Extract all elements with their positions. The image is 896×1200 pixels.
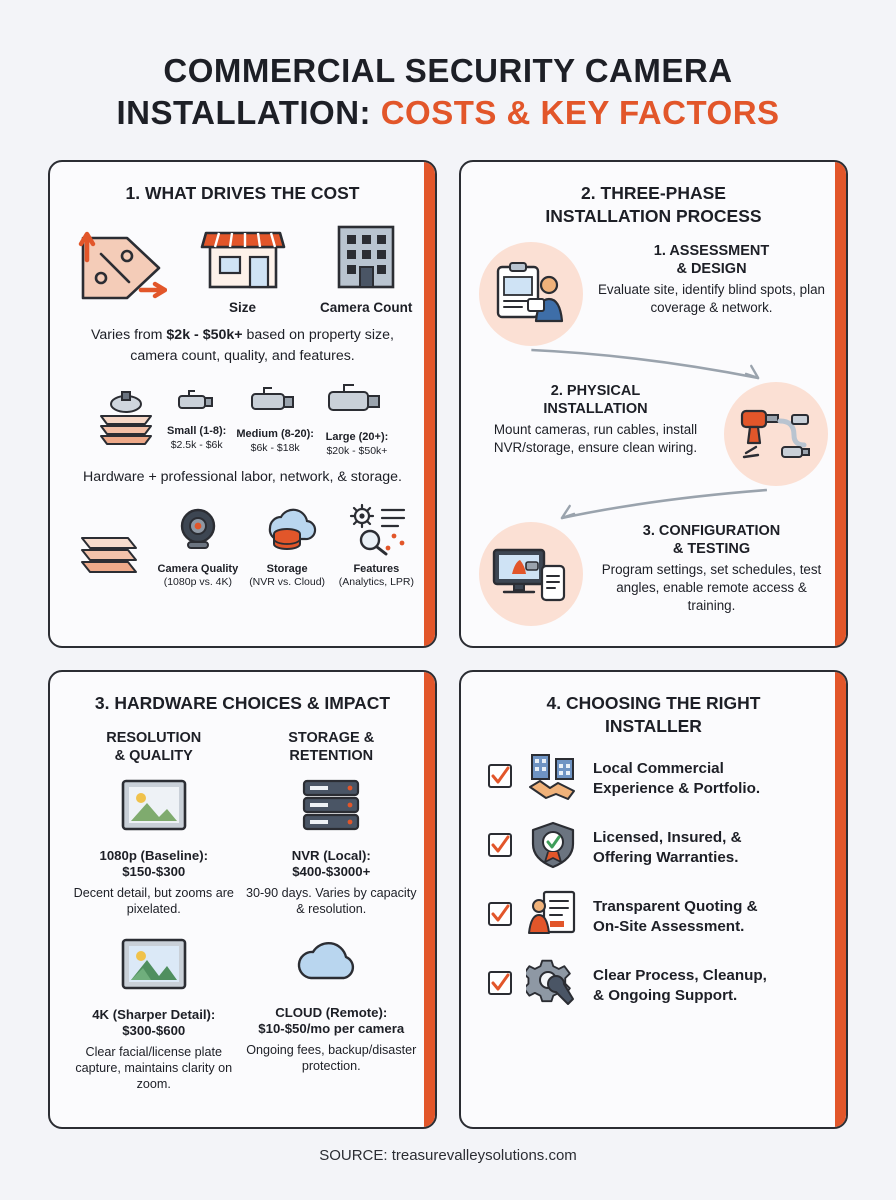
cloud-icon	[293, 934, 369, 992]
card1-tier-3-label: Large (20+):	[325, 431, 389, 444]
installer-criterion-licensed-insured	[487, 820, 824, 875]
analytics-gear-icon	[342, 502, 410, 556]
arrow-down-right-icon	[479, 348, 828, 382]
storefront-icon	[198, 221, 288, 293]
card1-cost-note	[74, 325, 411, 366]
arrow-1-to-2	[479, 348, 828, 382]
title-line-2-plain: INSTALLATION:	[116, 94, 381, 132]
card3-column-resolution	[68, 729, 240, 1109]
card3-item-nvr-desc: 30-90 days. Varies by capacity & resolution.	[245, 885, 417, 917]
installer-criterion-1-line-2: Experience & Portfolio.	[593, 779, 761, 797]
phase-physical-installation	[479, 382, 828, 486]
card2-title-line-2: INSTALLATION PROCESS	[545, 206, 762, 227]
card3-item-nvr	[246, 775, 418, 918]
arrow-2-to-3	[479, 488, 828, 522]
source-credit: SOURCE: treasurevalleysolutions.com	[319, 1146, 577, 1164]
phase-2-icon-circle	[724, 382, 828, 486]
installer-criterion-clear-process	[487, 958, 824, 1013]
card1-note-range: $2k - $50k+	[166, 327, 243, 344]
card-choosing-the-right-installer	[459, 670, 848, 1129]
phase-1-icon-circle	[479, 242, 583, 346]
card1-feature-2-label: Storage	[266, 562, 308, 575]
card-hardware-choices-impact	[48, 670, 437, 1129]
card1-note-suffix: based on property size, camera count, quality, and features.	[130, 327, 394, 364]
card1-tier-medium	[236, 383, 314, 454]
card2-title	[479, 182, 828, 228]
card1-feature-3-label: Features	[353, 562, 400, 575]
installer-criterion-1-line-1: Local Commercial	[593, 760, 724, 778]
phase-1-text	[595, 242, 828, 317]
installer-criterion-4-line-1: Clear Process, Cleanup,	[593, 967, 767, 985]
installer-criterion-2-text	[593, 828, 742, 868]
phase-2-heading	[479, 382, 712, 418]
card4-title	[479, 692, 828, 738]
card3-item-nvr-name	[246, 848, 418, 881]
card2-title-line-1: 2. THREE-PHASE	[581, 183, 726, 204]
checkbox-checked-icon	[487, 970, 513, 996]
card1-tier-stack	[95, 384, 157, 453]
card4-title-line-1: 4. CHOOSING THE RIGHT	[546, 692, 761, 713]
card3-item-4k-name-line-2: $300-$600	[122, 1023, 186, 1039]
phase-assessment-design	[479, 242, 828, 346]
medium-camera-icon	[246, 383, 304, 423]
card1-icon-size-label: Size	[229, 300, 257, 316]
phase-3-heading-line-2: & TESTING	[672, 541, 751, 558]
cloud-database-icon	[256, 502, 318, 556]
card-three-phase-installation-process	[459, 160, 848, 648]
card3-item-1080p	[68, 775, 240, 918]
card1-feature-2-sub: (NVR vs. Cloud)	[249, 575, 326, 588]
checkbox-checked-icon	[487, 832, 513, 858]
phase-3-heading-line-1: 3. CONFIGURATION	[642, 522, 781, 539]
large-camera-icon	[324, 380, 390, 426]
page-title	[48, 50, 848, 134]
layers-icon	[74, 522, 144, 582]
phase-3-icon-circle	[479, 522, 583, 626]
card1-feature-row	[68, 502, 417, 589]
card1-tier-1-label: Small (1-8):	[167, 425, 227, 438]
installer-criterion-4-text	[593, 966, 767, 1006]
monitor-config-icon	[490, 540, 572, 608]
card3-item-1080p-name	[68, 848, 240, 881]
phase-3-text	[595, 522, 828, 616]
checkbox-2[interactable]	[487, 832, 513, 863]
checkbox-checked-icon	[487, 763, 513, 789]
clipboard-planner-icon	[492, 259, 570, 329]
card1-icon-size	[192, 221, 294, 315]
card3-item-4k	[68, 934, 240, 1093]
office-building-icon	[323, 219, 409, 293]
cards-grid	[48, 160, 848, 1128]
card4-title-line-2: INSTALLER	[605, 715, 702, 736]
card3-col-2-heading	[246, 729, 418, 765]
shield-badge-icon	[526, 820, 580, 875]
small-camera-icon	[173, 386, 221, 420]
phase-3-body: Program settings, set schedules, test angles, enable remote access & training.	[601, 562, 822, 614]
card3-item-4k-name-line-1: 4K (Sharper Detail):	[92, 1006, 216, 1022]
card1-feature-camera-quality	[157, 504, 238, 589]
card1-icon-camera-count-label: Camera Count	[320, 300, 413, 316]
card1-icon-price-tag	[68, 230, 170, 315]
phase-configuration-testing	[479, 522, 828, 626]
card1-tier-large	[324, 380, 390, 457]
webcam-icon	[170, 504, 226, 556]
high-res-photo-icon	[117, 934, 191, 994]
card1-title: 1. WHAT DRIVES THE COST	[125, 183, 360, 204]
drill-tools-icon	[736, 399, 816, 469]
low-res-photo-icon	[117, 775, 191, 835]
phase-1-body: Evaluate site, identify blind spots, plan coverage & network.	[597, 282, 826, 316]
card1-subnote: Hardware + professional labor, network, & storage.	[83, 469, 402, 486]
checkbox-3[interactable]	[487, 901, 513, 932]
card1-feature-1-label: Camera Quality	[157, 562, 239, 575]
installer-criterion-2-line-1: Licensed, Insured, &	[593, 829, 742, 847]
card1-tier-2-label: Medium (8-20):	[236, 428, 314, 441]
checkbox-1[interactable]	[487, 763, 513, 794]
card3-col-1-heading-line-1: RESOLUTION	[106, 729, 202, 746]
installer-criterion-local-experience	[487, 751, 824, 806]
phase-1-heading-line-2: & DESIGN	[676, 261, 747, 278]
installer-criterion-transparent-quoting	[487, 889, 824, 944]
camera-stack-icon	[95, 384, 157, 448]
price-tag-icon	[71, 230, 167, 308]
card1-top-icons	[68, 219, 417, 315]
card3-item-1080p-name-line-1: 1080p (Baseline):	[99, 847, 208, 863]
card3-column-storage	[246, 729, 418, 1109]
checkbox-4[interactable]	[487, 970, 513, 1001]
card1-feature-3-sub: (Analytics, LPR)	[338, 575, 415, 588]
card1-note-prefix: Varies from	[91, 327, 167, 344]
card3-col-1-heading-line-2: & QUALITY	[114, 747, 193, 764]
server-rack-icon	[296, 775, 366, 835]
title-line-2-accent: COSTS & KEY FACTORS	[380, 94, 780, 132]
gear-wrench-icon	[526, 958, 580, 1013]
card1-tier-3-value: $20k - $50k+	[326, 444, 388, 457]
installer-criterion-4-line-2: & Ongoing Support.	[593, 986, 738, 1004]
card3-columns	[68, 729, 417, 1109]
card1-tier-2-value: $6k - $18k	[250, 441, 300, 454]
card3-item-nvr-name-line-1: NVR (Local):	[291, 847, 371, 863]
card3-item-4k-desc: Clear facial/license plate capture, maintains clarity on zoom.	[75, 1044, 233, 1092]
installer-criterion-1-text	[593, 759, 760, 799]
checkbox-checked-icon	[487, 901, 513, 927]
phase-2-body: Mount cameras, run cables, install NVR/storage, ensure clean wiring.	[493, 422, 698, 456]
card3-col-2-heading-line-2: RETENTION	[289, 747, 374, 764]
card3-item-cloud-name-line-2: $10-$50/mo per camera	[258, 1021, 405, 1037]
card1-tier-1-value: $2.5k - $6k	[170, 438, 223, 451]
arrow-down-left-icon	[479, 488, 828, 522]
card3-item-nvr-name-line-2: $400-$3000+	[292, 864, 371, 880]
card3-item-cloud-desc: Ongoing fees, backup/disaster protection.	[246, 1042, 417, 1074]
phase-2-text	[479, 382, 712, 457]
card3-item-cloud-name	[246, 1005, 418, 1038]
card1-tier-row	[68, 380, 417, 457]
card3-item-4k-name	[68, 1007, 240, 1040]
card3-item-1080p-desc: Decent detail, but zooms are pixelated.	[73, 885, 234, 917]
card3-title: 3. HARDWARE CHOICES & IMPACT	[94, 692, 391, 713]
card-what-drives-the-cost	[48, 160, 437, 648]
installer-criterion-3-text	[593, 897, 758, 937]
card1-feature-layers	[68, 522, 149, 589]
card3-item-cloud-name-line-1: CLOUD (Remote):	[275, 1004, 388, 1020]
card1-feature-1-sub: (1080p vs. 4K)	[163, 575, 233, 588]
card1-icon-camera-count	[315, 219, 417, 315]
card3-item-cloud	[246, 934, 418, 1075]
phase-2-heading-line-2: INSTALLATION	[543, 401, 648, 418]
phase-1-heading-line-1: 1. ASSESSMENT	[653, 242, 770, 259]
quote-document-icon	[526, 889, 580, 944]
card1-feature-features	[336, 502, 417, 589]
card3-col-2-heading-line-1: STORAGE &	[288, 729, 375, 746]
phase-1-heading	[595, 242, 828, 278]
installer-criterion-2-line-2: Offering Warranties.	[593, 848, 739, 866]
installer-criterion-3-line-2: On-Site Assessment.	[593, 917, 745, 935]
card1-tier-small	[167, 386, 226, 451]
handshake-building-icon	[526, 751, 580, 806]
phase-3-heading	[595, 522, 828, 558]
card3-item-1080p-name-line-2: $150-$300	[122, 864, 186, 880]
card3-col-1-heading	[68, 729, 240, 765]
installer-criterion-3-line-1: Transparent Quoting &	[593, 898, 758, 916]
card1-feature-storage	[247, 502, 328, 589]
phase-2-heading-line-1: 2. PHYSICAL	[550, 382, 641, 399]
title-line-1: COMMERCIAL SECURITY CAMERA	[163, 52, 733, 89]
